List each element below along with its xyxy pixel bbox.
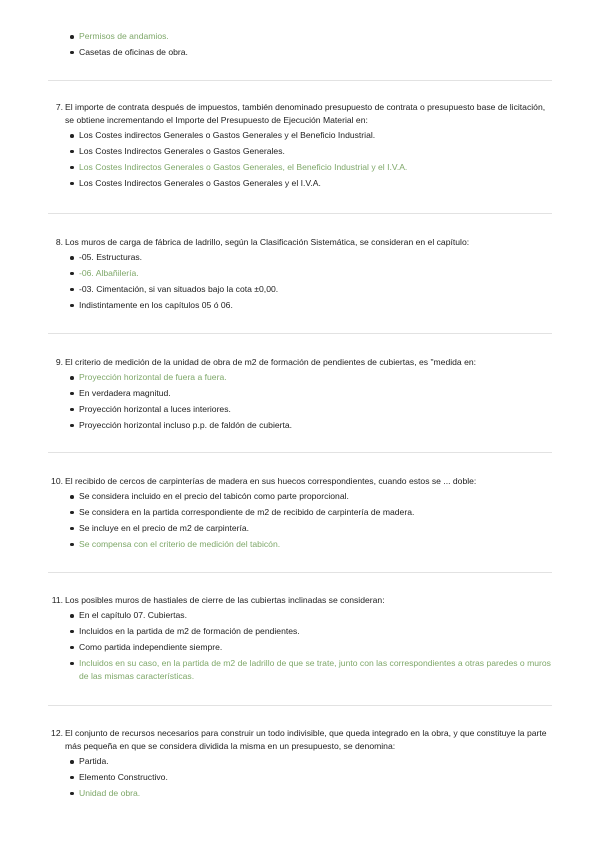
option-item: Elemento Constructivo. [68, 771, 552, 784]
question-number: 8. [55, 237, 63, 247]
option-item: Proyección horizontal incluso p.p. de faldón de cubierta. [68, 419, 552, 432]
option-item: En verdadera magnitud. [68, 387, 552, 400]
bullet-icon [70, 495, 74, 499]
bullet-icon [70, 646, 74, 650]
bullet-icon [70, 304, 74, 308]
question-7 [48, 101, 552, 193]
option-list [48, 371, 552, 432]
option-item: Se considera incluido en el precio del tabicón como parte proporcional. [68, 490, 552, 503]
option-item-correct: Incluidos en su caso, en la partida de m2 de ladrillo de que se trate, junto con las correspondientes a otras paredes o muros de las mismas características. [68, 657, 552, 683]
separator [48, 705, 552, 706]
question-12 [48, 727, 552, 803]
option-item-correct: Proyección horizontal de fuera a fuera. [68, 371, 552, 384]
bullet-icon [70, 182, 74, 186]
question-number: 11. [51, 595, 63, 605]
option-item: Proyección horizontal a luces interiores. [68, 403, 552, 416]
bullet-icon [70, 35, 74, 39]
option-list [48, 490, 552, 551]
option-list [48, 129, 552, 190]
separator [48, 213, 552, 214]
option-item: Como partida independiente siempre. [68, 641, 552, 654]
bullet-icon [70, 792, 74, 796]
bullet-icon [70, 272, 74, 276]
option-item: Los Costes indirectos Generales o Gastos Generales y el Beneficio Industrial. [68, 129, 552, 142]
bullet-icon [70, 376, 74, 380]
question-text: El conjunto de recursos necesarios para construir un todo indivisible, que queda integrado en la obra, y que constituye la parte más pequeña en que se considera dividida la misma en un presupuesto, se denomina: [65, 728, 547, 751]
bullet-icon [70, 392, 74, 396]
question-8 [48, 236, 552, 315]
separator [48, 452, 552, 453]
bullet-icon [70, 150, 74, 154]
option-item-correct: -06. Albañilería. [68, 267, 552, 280]
question-number: 10. [51, 476, 63, 486]
option-item-correct: Se compensa con el criterio de medición del tabicón. [68, 538, 552, 551]
option-list [48, 755, 552, 800]
option-item: Los Costes Indirectos Generales o Gastos Generales y el I.V.A. [68, 177, 552, 190]
bullet-icon [70, 51, 74, 55]
option-item: Se incluye en el precio de m2 de carpintería. [68, 522, 552, 535]
question-number: 7. [55, 102, 63, 112]
bullet-icon [70, 134, 74, 138]
bullet-icon [70, 511, 74, 515]
bullet-icon [70, 256, 74, 260]
bullet-icon [70, 662, 74, 666]
question-number: 12. [51, 728, 63, 738]
bullet-icon [70, 408, 74, 412]
question-11 [48, 594, 552, 686]
option-item: Casetas de oficinas de obra. [68, 46, 552, 59]
question-text: Los muros de carga de fábrica de ladrillo, según la Clasificación Sistemática, se consideran en el capítulo: [65, 237, 470, 247]
bullet-icon [70, 527, 74, 531]
option-item: En el capítulo 07. Cubiertas. [68, 609, 552, 622]
option-list [48, 609, 552, 683]
bullet-icon [70, 776, 74, 780]
question-number: 9. [55, 357, 63, 367]
previous-question-options [48, 28, 552, 62]
question-text: El recibido de cercos de carpinterías de madera en sus huecos correspondientes, cuando estos se ... doble: [65, 476, 477, 486]
question-text: El importe de contrata después de impuestos, también denominado presupuesto de contrata o presupuesto base de licitación, se obtiene incrementando el Importe del Presupuesto de Ejecución Material en: [65, 102, 546, 125]
separator [48, 80, 552, 81]
question-9 [48, 356, 552, 435]
separator [48, 572, 552, 573]
option-item: Indistintamente en los capítulos 05 ó 06. [68, 299, 552, 312]
bullet-icon [70, 760, 74, 764]
separator [48, 333, 552, 334]
bullet-icon [70, 543, 74, 547]
option-item: Incluidos en la partida de m2 de formación de pendientes. [68, 625, 552, 638]
option-item: Partida. [68, 755, 552, 768]
option-item: Se considera en la partida correspondiente de m2 de recibido de carpintería de madera. [68, 506, 552, 519]
option-list [48, 251, 552, 312]
option-item: Permisos de andamios. [68, 30, 552, 43]
bullet-icon [70, 424, 74, 428]
option-list [48, 30, 552, 59]
bullet-icon [70, 288, 74, 292]
option-item: -05. Estructuras. [68, 251, 552, 264]
question-10 [48, 475, 552, 554]
bullet-icon [70, 166, 74, 170]
question-text: Los posibles muros de hastiales de cierre de las cubiertas inclinadas se consideran: [65, 595, 385, 605]
bullet-icon [70, 614, 74, 618]
option-item-correct: Los Costes Indirectos Generales o Gastos Generales, el Beneficio Industrial y el I.V.A. [68, 161, 552, 174]
bullet-icon [70, 630, 74, 634]
question-text: El criterio de medición de la unidad de obra de m2 de formación de pendientes de cubiertas, es "medida en: [65, 357, 477, 367]
option-item: Los Costes Indirectos Generales o Gastos Generales. [68, 145, 552, 158]
option-item-correct: Unidad de obra. [68, 787, 552, 800]
option-item: -03. Cimentación, si van situados bajo la cota ±0,00. [68, 283, 552, 296]
